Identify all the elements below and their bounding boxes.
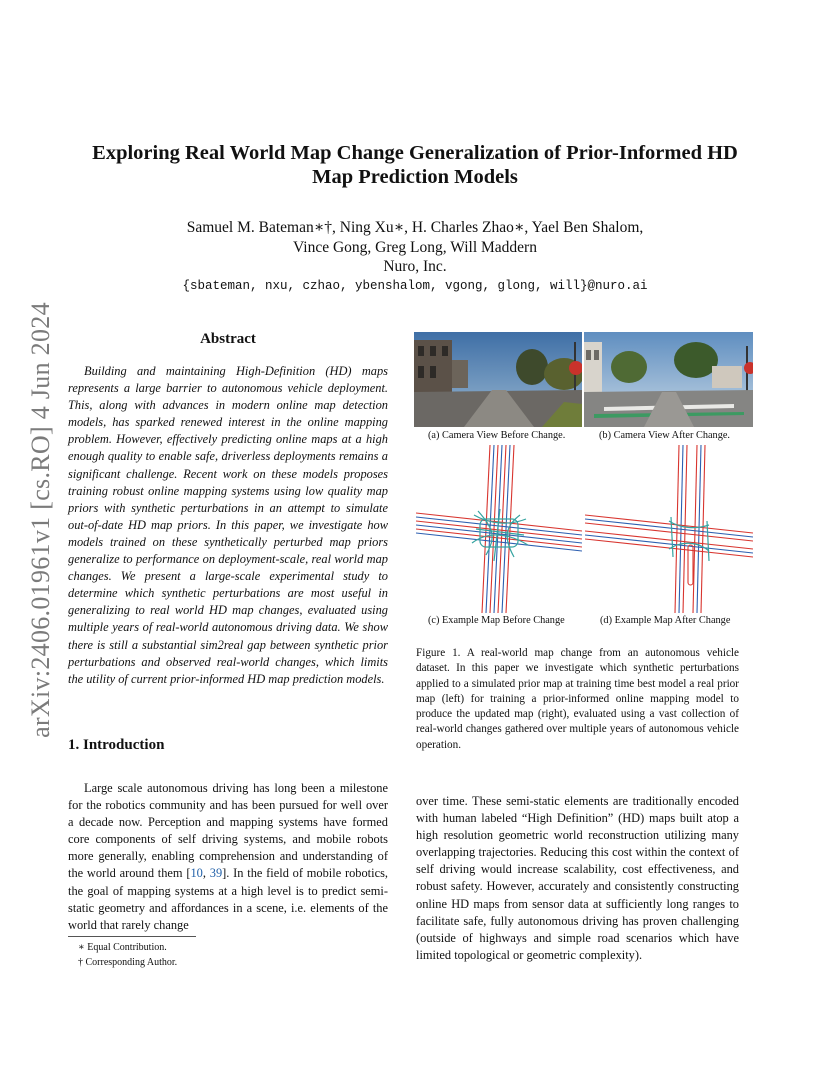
caption-map-before: (c) Example Map Before Change	[428, 615, 565, 626]
footnote-rule	[68, 936, 196, 937]
abstract-body: Building and maintaining High-Definition (HD) maps represents a large barrier to autonomous vehicle deployment. This, along with advances in modern online map detection models, has sparked renewed interest in the online mapping problem. However, effectively predicting online maps at a high enough quality to enable safe, driverless deployments remains a significant challenge. Recent work on these models proposes training robust online mapping systems using low quality map priors with synthetic perturbations in an attempt to simulate out-of-date HD map priors. In this paper, we investigate how models trained on these synthetically perturbed map priors generalize to performance on deployment-scale, real world map changes. We present a large-scale experimental study to determine which synthetic perturbations are most useful in generalizing to real world HD map changes, evaluated using multiple years of real-world autonomous driving data. We show there is still a substantial sim2real gap between synthetic prior perturbations and observed real-world changes, which limits the utility of current prior-informed HD map prediction models.	[68, 364, 388, 686]
caption-camera-after: (b) Camera View After Change.	[599, 430, 731, 441]
citation-link[interactable]: 39	[209, 866, 223, 881]
footnotes	[78, 940, 378, 970]
affiliation: Nuro, Inc.	[383, 258, 447, 275]
intro-continued-paragraph: over time. These semi-static elements are traditionally encoded with human labeled “High Definition” (HD) maps built atop a high resolution geometric world reconstruction utilizing many overlapping trajectories. Reducing this cost within the context of self driving would increase scalability, cost effectiveness, and robust safety. However, accurately and consistently constructing online HD maps from sensor data at sufficiently long ranges to facilitate safe, fully autonomous driving has proven challenging (outside of highways and simple road scenarios which have limited topological or geometric complexity).	[416, 794, 739, 962]
author-list	[70, 218, 760, 258]
map-after-image	[585, 445, 753, 613]
figure-1-caption: Figure 1. A real-world map change from an autonomous vehicle dataset. In this paper we investigate which synthetic perturbations applied to a simulated prior map at training time best model a real prior map (left) for training a prior-informed online mapping model to produce the updated map (right), evaluated using a vast collection of real-world changes gathered over multiple years of autonomous vehicle operation.	[416, 647, 739, 751]
map-before-image	[416, 445, 582, 613]
arxiv-stamp	[21, 270, 61, 770]
intro-paragraph	[68, 780, 388, 934]
arxiv-stamp-text: arXiv:2406.01961v1 [cs.RO] 4 Jun 2024	[26, 302, 55, 738]
author-line-2: Vince Gong, Greg Long, Will Maddern	[293, 239, 537, 256]
section-heading-introduction: 1. Introduction	[68, 737, 165, 753]
footnote-corresponding-author: † Corresponding Author.	[78, 957, 178, 968]
caption-map-after: (d) Example Map After Change	[600, 615, 731, 626]
caption-camera-before: (a) Camera View Before Change.	[428, 430, 566, 441]
camera-before-image	[414, 332, 582, 427]
figure-1	[414, 332, 753, 629]
camera-after-image	[584, 332, 753, 427]
author-line-1: Samuel M. Bateman∗†, Ning Xu∗, H. Charles Zhao∗, Yael Ben Shalom,	[186, 219, 644, 236]
abstract-heading: Abstract	[200, 331, 256, 347]
paper-title: Exploring Real World Map Change Generalization of Prior-Informed HD Map Prediction Models	[92, 142, 738, 188]
citation-link[interactable]: 10	[190, 866, 203, 881]
citation-separator: ,	[202, 866, 210, 881]
footnote-equal-contribution: ∗ Equal Contribution.	[78, 942, 167, 953]
intro-text-b: ]. In the field of mobile robotics, the goal of mapping systems at a high level is to predict semi-static geometry and affordances in a scene, i.e. elements of the world that rarely change	[68, 866, 388, 932]
author-emails: {sbateman, nxu, czhao, ybenshalom, vgong, glong, will}@nuro.ai	[182, 279, 648, 293]
intro-text-a: Large scale autonomous driving has long been a milestone for the robotics community and has been pursued for well over a decade now. Perception and mapping systems have formed core components of self driving systems, and mobile robots more generally, enabling comprehension and understanding of the world around them [	[68, 781, 388, 881]
